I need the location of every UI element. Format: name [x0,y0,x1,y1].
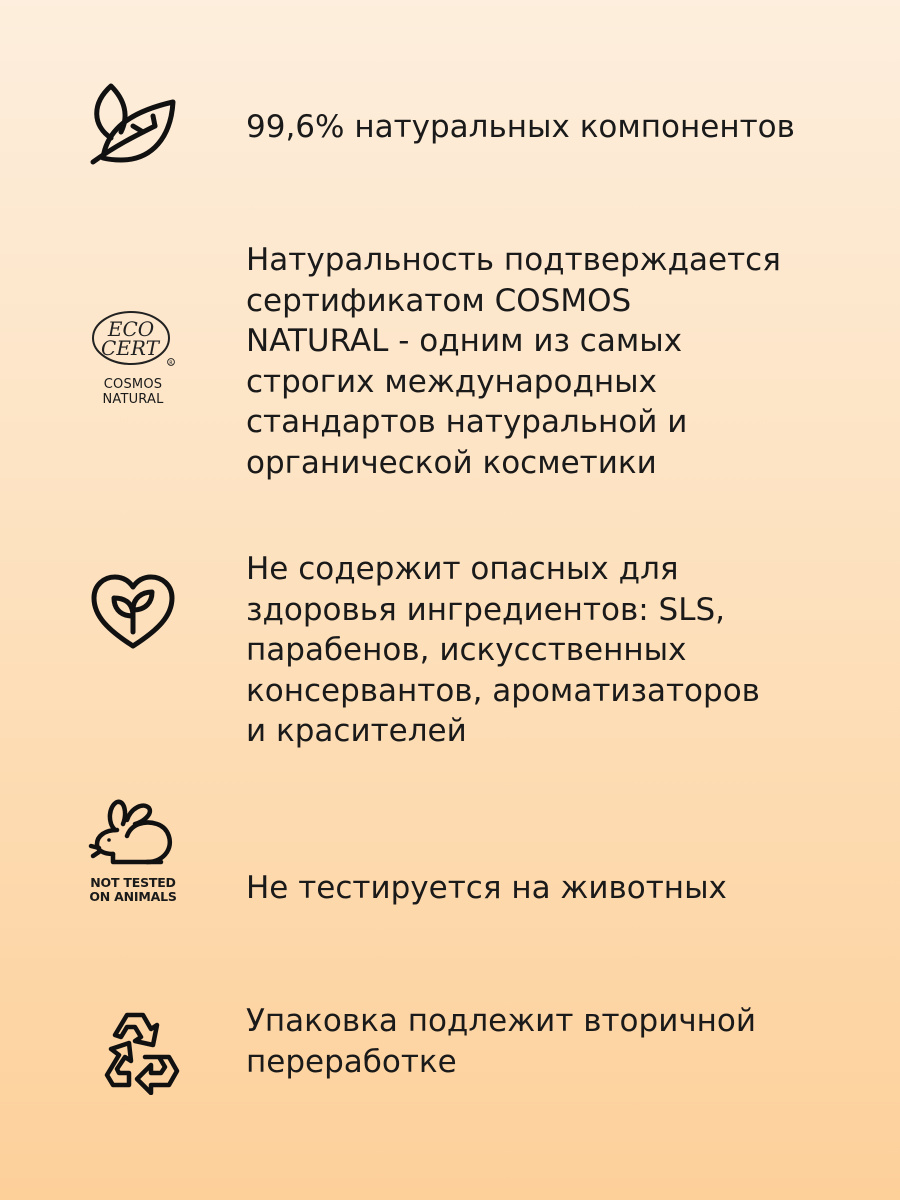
feature-text: Не тестируется на животных [246,870,727,906]
not-tested-caption [89,876,176,905]
heart-leaf-icon [78,572,188,652]
recycle-icon [78,1005,188,1095]
feature-text: Упаковка подлежит вторичной переработке [246,1003,757,1080]
leaf-icon [78,80,188,166]
ecocert-caption-line1: COSMOS [103,377,163,392]
ecocert-logo-cert: CERT [101,336,159,360]
ecocert-logo-eco: ECO [107,317,155,341]
rabbit-icon [78,796,188,905]
ecocert-caption-line2: NATURAL [102,391,164,407]
ecocert-icon [78,308,188,408]
not-tested-caption-line2: ON ANIMALS [89,889,177,905]
feature-text: Не содержит опасных для здоровья ингредиентов: SLS, парабенов, искусственных консервантов, ароматизаторов и красителей [246,551,760,749]
ecocert-caption [102,378,163,408]
feature-text: 99,6% натуральных компонентов [246,109,795,145]
feature-text: Натуральность подтверждается сертификатом COSMOS NATURAL - одним из самых строгих международных стандартов натуральной и органической косметики [246,242,781,481]
not-tested-caption-line1: NOT TESTED [90,875,176,890]
svg-text:R: R [169,360,173,367]
